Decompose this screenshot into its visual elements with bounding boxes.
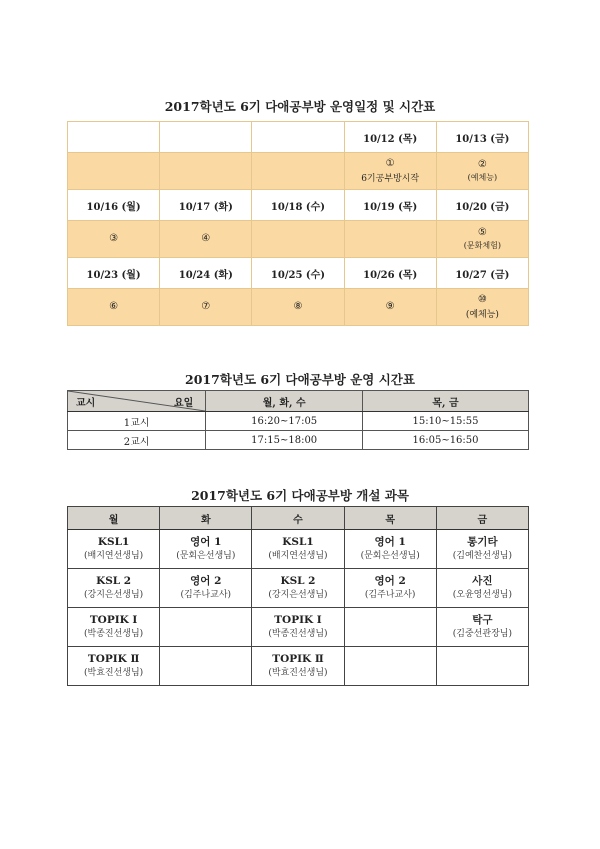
schedule-date-row xyxy=(68,190,529,221)
course-teacher: (박효진선생님) xyxy=(84,668,144,678)
day-header-thu: 목 xyxy=(344,507,436,530)
schedule-date-cell: 10/18 (수) xyxy=(252,190,344,221)
schedule-event-cell xyxy=(344,153,436,190)
course-teacher: (배지연선생님) xyxy=(268,551,328,561)
schedule-table xyxy=(67,121,529,326)
schedule-event-cell xyxy=(252,153,344,190)
courses-header-row xyxy=(68,507,529,530)
course-cell xyxy=(68,608,160,647)
period-cell: 2교시 xyxy=(68,431,206,450)
schedule-event-cell xyxy=(160,289,252,326)
schedule-date-cell: 10/20 (금) xyxy=(436,190,528,221)
time-cell: 15:10~15:55 xyxy=(363,412,529,431)
course-cell xyxy=(160,608,252,647)
course-cell xyxy=(344,569,436,608)
schedule-event-cell xyxy=(344,289,436,326)
course-name: TOPIK Ⅱ xyxy=(272,653,324,665)
course-name: KSL1 xyxy=(282,536,314,548)
event-number: ⑩ xyxy=(477,294,487,305)
schedule-event-cell xyxy=(436,289,528,326)
schedule-event-cell xyxy=(68,289,160,326)
course-cell xyxy=(436,530,528,569)
course-cell xyxy=(160,569,252,608)
schedule-date-cell: 10/27 (금) xyxy=(436,258,528,289)
schedule-date-cell: 10/17 (화) xyxy=(160,190,252,221)
course-name: 통기타 xyxy=(467,536,498,548)
schedule-event-row xyxy=(68,221,529,258)
course-name: 영어 2 xyxy=(190,575,222,587)
course-teacher: (김예찬선생님) xyxy=(452,551,512,561)
course-cell xyxy=(436,647,528,686)
course-name: 사진 xyxy=(472,575,493,587)
course-cell xyxy=(344,647,436,686)
schedule-date-cell xyxy=(68,122,160,153)
course-cell xyxy=(252,569,344,608)
schedule-date-cell: 10/24 (화) xyxy=(160,258,252,289)
course-name: 탁구 xyxy=(472,614,493,626)
course-cell xyxy=(252,530,344,569)
course-cell xyxy=(160,530,252,569)
course-name: KSL 2 xyxy=(96,575,132,587)
timetable-row xyxy=(68,412,529,431)
course-name: 영어 2 xyxy=(374,575,406,587)
schedule-date-cell: 10/13 (금) xyxy=(436,122,528,153)
day-header-tue: 화 xyxy=(160,507,252,530)
timetable-corner-cell xyxy=(68,391,206,412)
schedule-date-cell: 10/19 (목) xyxy=(344,190,436,221)
course-teacher: (문회은선생님) xyxy=(176,551,236,561)
course-cell xyxy=(344,530,436,569)
schedule-date-cell: 10/23 (월) xyxy=(68,258,160,289)
course-cell xyxy=(160,647,252,686)
schedule-date-cell xyxy=(252,122,344,153)
schedule-event-cell xyxy=(68,153,160,190)
schedule-date-cell: 10/25 (수) xyxy=(252,258,344,289)
course-cell xyxy=(68,569,160,608)
course-name: TOPIK Ⅱ xyxy=(87,653,140,665)
timetable-header-row xyxy=(68,391,529,412)
schedule-event-cell xyxy=(68,221,160,258)
day-header-fri: 금 xyxy=(436,507,528,530)
schedule-date-cell xyxy=(160,122,252,153)
schedule-date-cell: 10/26 (목) xyxy=(344,258,436,289)
schedule-date-row xyxy=(68,122,529,153)
course-cell xyxy=(252,647,344,686)
schedule-event-cell xyxy=(344,221,436,258)
course-cell xyxy=(68,530,160,569)
course-name: 영어 1 xyxy=(190,536,222,548)
course-teacher: (김주나교사) xyxy=(364,590,416,600)
schedule-event-cell xyxy=(160,221,252,258)
courses-row xyxy=(68,608,529,647)
timetable-title: 2017학년도 6기 다애공부방 운영 시간표 xyxy=(185,372,415,387)
schedule-date-cell: 10/12 (목) xyxy=(344,122,436,153)
schedule-date-row xyxy=(68,258,529,289)
event-number: ⑦ xyxy=(201,300,211,312)
schedule-event-row xyxy=(68,153,529,190)
courses-row xyxy=(68,569,529,608)
course-teacher: (강지은선생님) xyxy=(268,590,328,600)
course-teacher: (박종진선생님) xyxy=(84,629,144,639)
course-cell xyxy=(436,608,528,647)
timetable-row xyxy=(68,431,529,450)
course-name: 영어 1 xyxy=(374,536,406,548)
courses-row xyxy=(68,530,529,569)
event-number: ⑧ xyxy=(293,300,303,312)
courses-title: 2017학년도 6기 다애공부방 개설 과목 xyxy=(191,488,409,503)
event-note: (예체능) xyxy=(465,310,499,320)
courses-row xyxy=(68,647,529,686)
event-number: ④ xyxy=(201,232,211,244)
schedule-event-cell xyxy=(436,221,528,258)
course-teacher: (박종진선생님) xyxy=(268,629,328,639)
course-cell xyxy=(252,608,344,647)
event-number: ③ xyxy=(109,232,119,244)
timetable-table xyxy=(67,390,529,450)
schedule-event-row xyxy=(68,289,529,326)
corner-day-label: 요일 xyxy=(173,398,194,409)
course-teacher: (문회은선생님) xyxy=(360,551,420,561)
period-cell: 1교시 xyxy=(68,412,206,431)
timetable-col-mtw: 월, 화, 수 xyxy=(206,391,363,412)
course-cell xyxy=(68,647,160,686)
course-teacher: (박효진선생님) xyxy=(268,668,328,678)
course-teacher: (김중선관장님) xyxy=(452,629,512,639)
time-cell: 16:05~16:50 xyxy=(363,431,529,450)
event-number: ⑤ xyxy=(477,227,487,238)
event-note: (예체능) xyxy=(467,173,498,182)
courses-table xyxy=(67,506,529,686)
event-note: 6기공부방시작 xyxy=(361,174,420,184)
corner-period-label: 교시 xyxy=(76,398,96,409)
schedule-title: 2017학년도 6기 다애공부방 운영일정 및 시간표 xyxy=(164,99,436,114)
course-name: KSL1 xyxy=(97,536,130,548)
time-cell: 16:20~17:05 xyxy=(206,412,363,431)
event-number: ② xyxy=(477,159,487,170)
course-cell xyxy=(436,569,528,608)
course-name: TOPIK Ⅰ xyxy=(274,614,322,626)
course-teacher: (강지은선생님) xyxy=(84,590,144,600)
event-number: ⑥ xyxy=(109,300,119,312)
schedule-event-cell xyxy=(436,153,528,190)
day-header-mon: 월 xyxy=(68,507,160,530)
schedule-date-cell: 10/16 (월) xyxy=(68,190,160,221)
course-teacher: (배지연선생님) xyxy=(84,551,144,561)
event-note: (문화체험) xyxy=(463,241,501,250)
course-name: TOPIK Ⅰ xyxy=(89,614,138,626)
time-cell: 17:15~18:00 xyxy=(206,431,363,450)
event-number: ⑨ xyxy=(385,300,395,312)
schedule-event-cell xyxy=(252,221,344,258)
timetable-col-thf: 목, 금 xyxy=(363,391,529,412)
event-number: ① xyxy=(385,158,395,169)
course-teacher: (오윤영선생님) xyxy=(452,590,512,600)
schedule-event-cell xyxy=(160,153,252,190)
day-header-wed: 수 xyxy=(252,507,344,530)
course-cell xyxy=(344,608,436,647)
course-teacher: (김주나교사) xyxy=(180,590,232,600)
schedule-event-cell xyxy=(252,289,344,326)
course-name: KSL 2 xyxy=(280,575,316,587)
